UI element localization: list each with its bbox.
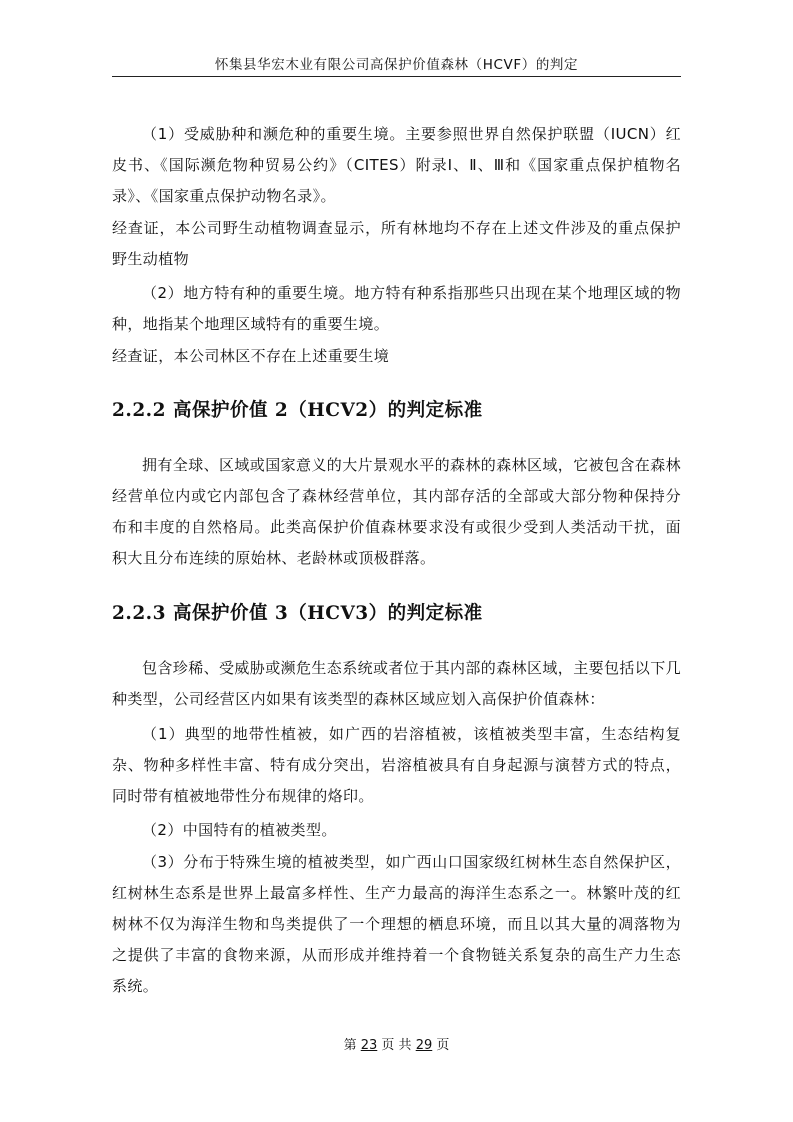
total-page-count: 29 — [415, 1038, 433, 1053]
paragraph-verification-2: 经查证，本公司林区不存在上述重要生境 — [112, 347, 390, 365]
page-footer — [0, 1034, 793, 1053]
paragraph-verification-1: 经查证，本公司野生动植物调查显示，所有林地均不存在上述文件涉及的重点保护野生动植物 — [112, 219, 681, 268]
paragraph-zonal-vegetation: （1）典型的地带性植被，如广西的岩溶植被，该植被类型丰富，生态结构复杂、物种多样性丰富、特有成分突出，岩溶植被具有自身起源与演替方式的特点，同时带有植被地带性分布规律的烙印。 — [112, 725, 681, 805]
paragraph-hcv2-definition: 拥有全球、区域或国家意义的大片景观水平的森林的森林区域，它被包含在森林经营单位内或它内部包含了森林经营单位，其内部存活的全部或大部分物种保持分布和丰度的自然格局。此类高保护价值森林要求没有或很少受到人类活动干扰，面积大且分布连续的原始林、老龄林或顶极群落。 — [112, 456, 682, 567]
footer-middle: 页 共 — [381, 1038, 412, 1053]
footer-suffix: 页 — [436, 1038, 450, 1053]
section-heading-2-2-3: 2.2.3 高保护价值 3（HCV3）的判定标准 — [112, 603, 483, 624]
paragraph-china-endemic-vegetation: （2）中国特有的植被类型。 — [142, 821, 337, 839]
section-heading-2-2-2: 2.2.2 高保护价值 2（HCV2）的判定标准 — [112, 400, 483, 421]
paragraph-hcv3-definition: 包含珍稀、受威胁或濒危生态系统或者位于其内部的森林区域，主要包括以下几种类型，公司经营区内如果有该类型的森林区域应划入高保护价值森林： — [112, 659, 682, 708]
page-header-title: 怀集县华宏木业有限公司高保护价值森林（HCVF）的判定 — [214, 57, 579, 73]
footer-prefix: 第 — [343, 1038, 357, 1053]
paragraph-special-habitat-vegetation: （3）分布于特殊生境的植被类型，如广西山口国家级红树林生态自然保护区，红树林生态系是世界上最富多样性、生产力最高的海洋生态系之一。林繁叶茂的红树林不仅为海洋生物和鸟类提供了一个理想的栖息环境，而且以其大量的凋落物为之提供了丰富的食物来源，从而形成并维持着一个食物链关系复杂的高生产力生态系统。 — [112, 853, 681, 995]
current-page-number: 23 — [360, 1038, 378, 1053]
header-divider — [112, 76, 681, 77]
paragraph-endangered-habitat: （1）受威胁种和濒危种的重要生境。主要参照世界自然保护联盟（IUCN）红皮书、《国际濒危物种贸易公约》（CITES）附录Ⅰ、Ⅱ、Ⅲ和《国家重点保护植物名录》、《国家重点保护动物名录》。 — [112, 125, 681, 205]
paragraph-endemic-habitat: （2）地方特有种的重要生境。地方特有种系指那些只出现在某个地理区域的物种，地指某个地理区域特有的重要生境。 — [112, 284, 681, 333]
